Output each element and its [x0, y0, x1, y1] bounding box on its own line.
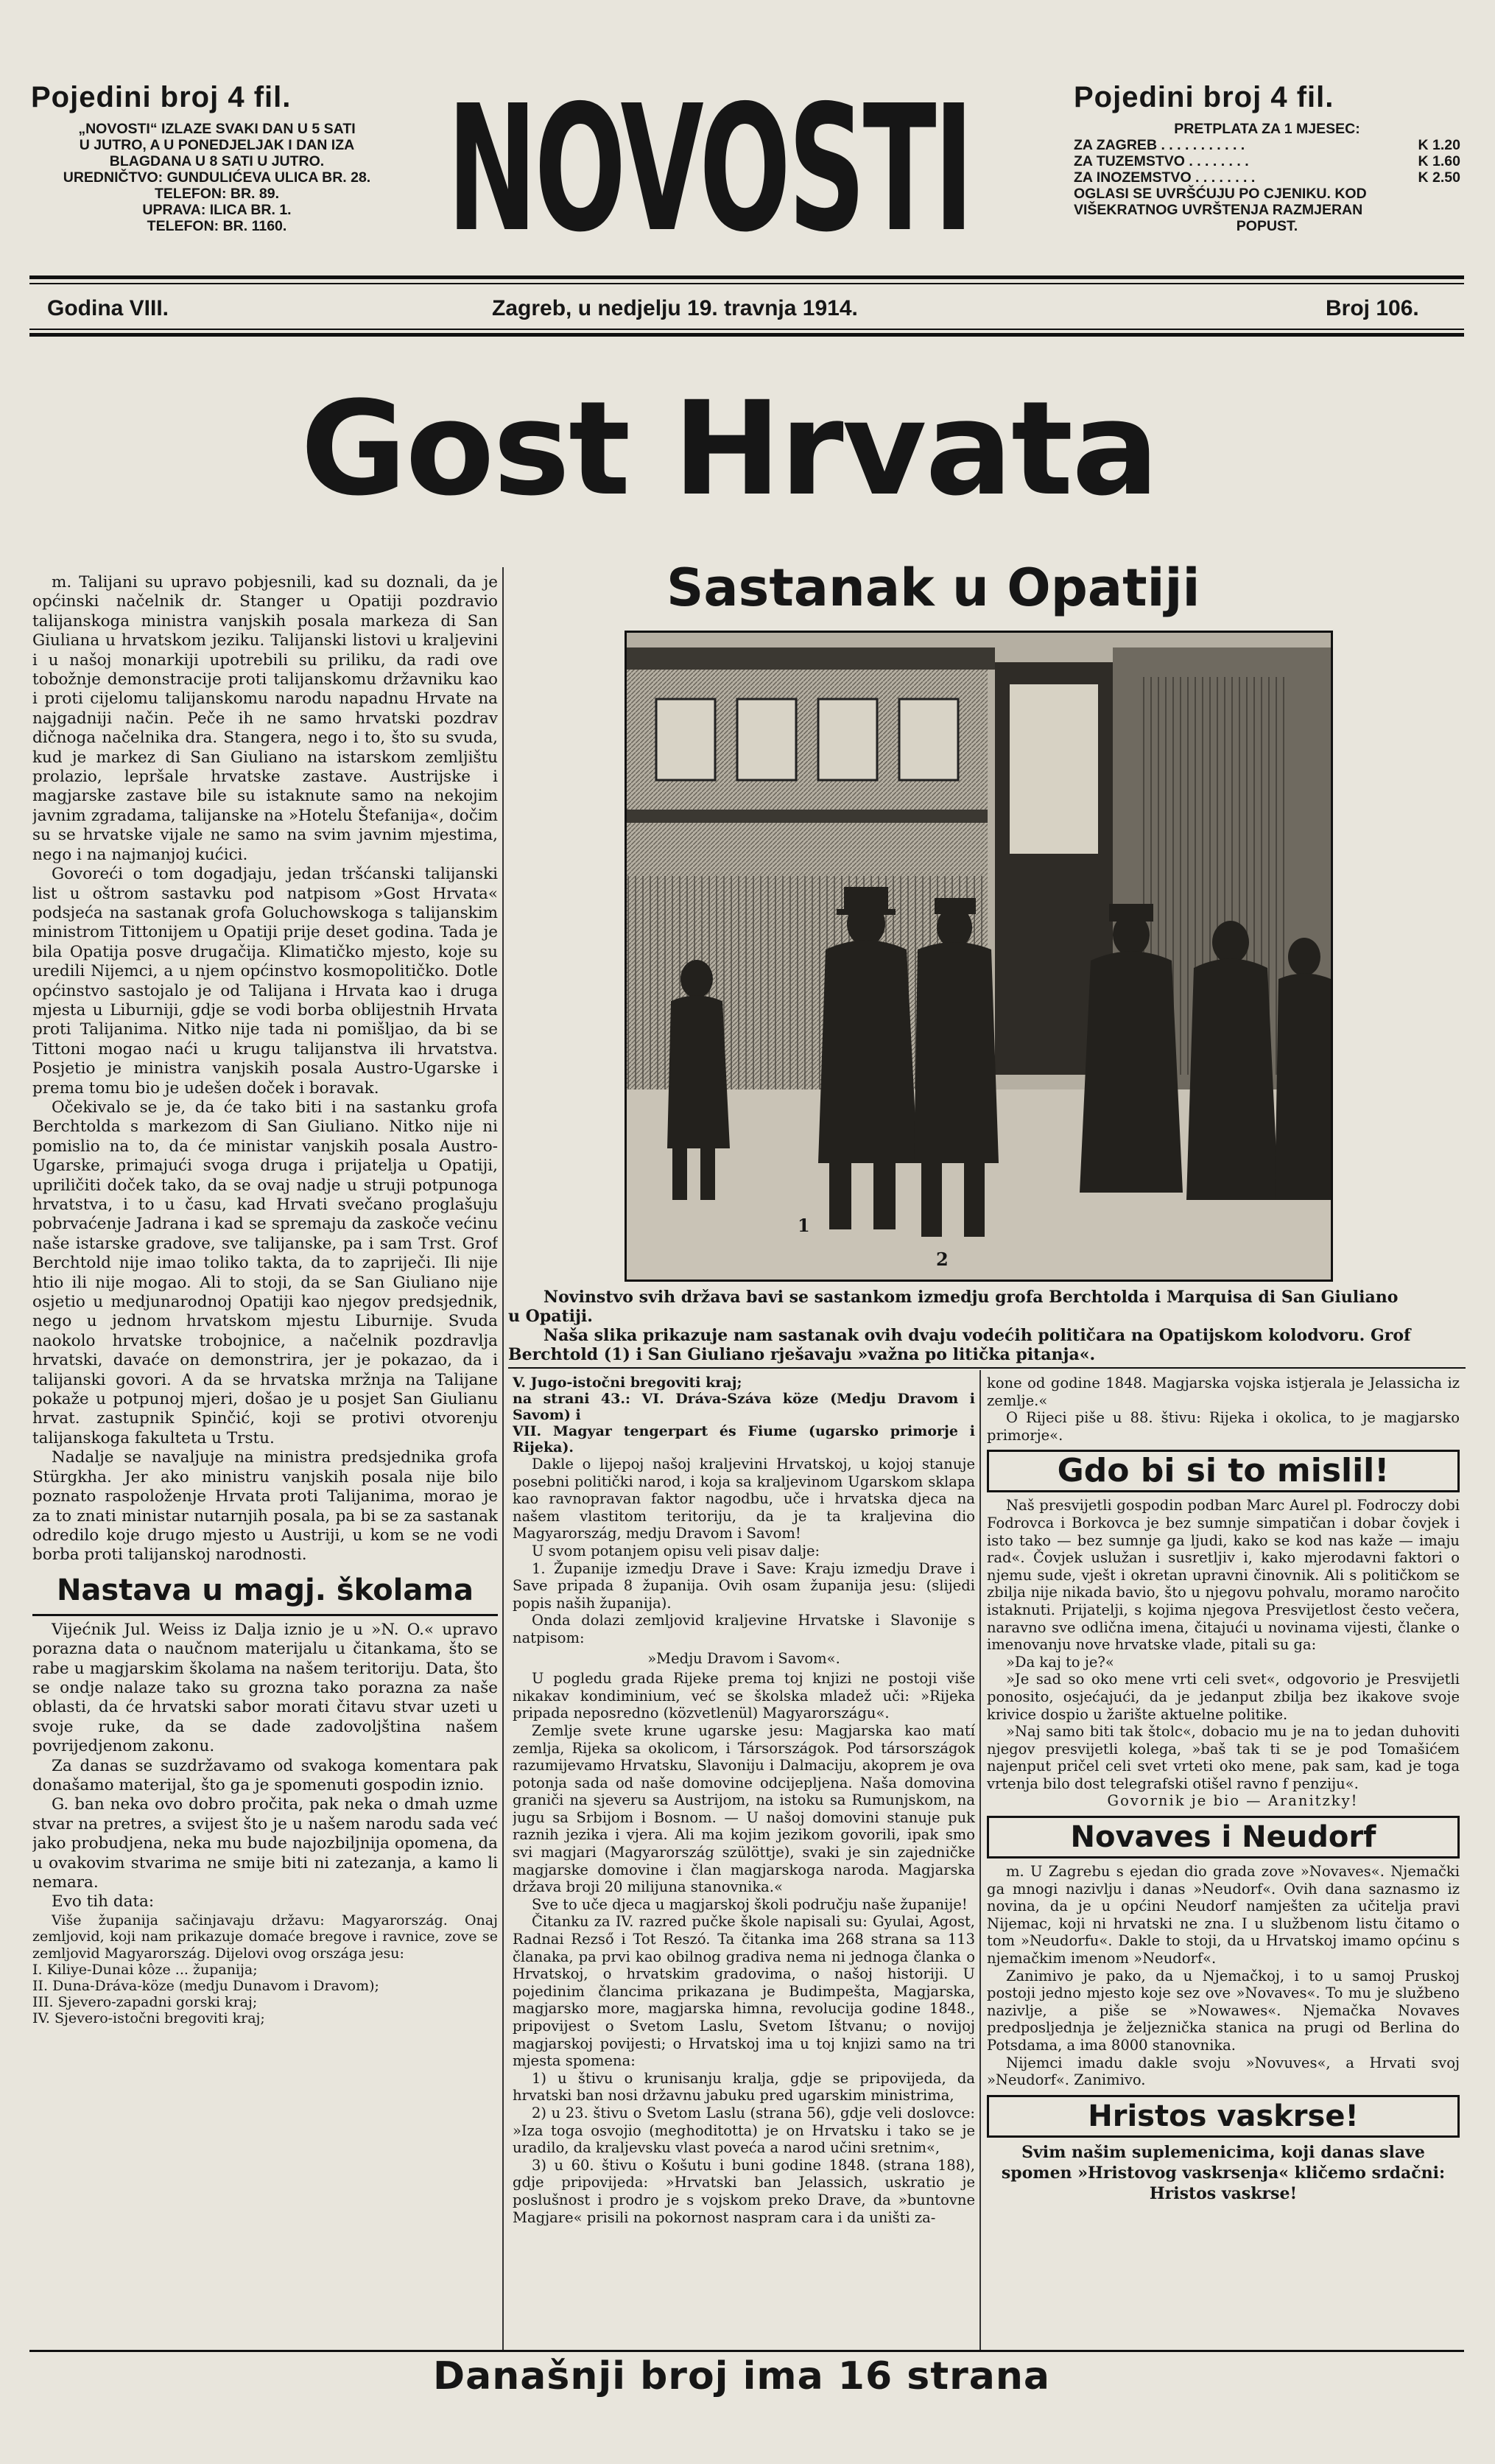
column-1 [32, 573, 498, 2348]
rate-row [1074, 153, 1460, 169]
header-left-info [31, 121, 403, 234]
column-separator [979, 1370, 981, 2350]
article-paragraph: Onda dolazi zemljovid kraljevine Hrvatske i Slavonije s natpisom: [513, 1612, 975, 1646]
photo-headline: Sastanak u Opatiji [666, 558, 1200, 618]
header-right-price: Pojedini broj 4 fil. [1074, 81, 1334, 113]
article-paragraph: Govoreći o tom dogadjaju, jedan tršćanski talijanski list u oštrom sastavku pod natpisom »Gost Hrvata« podsjeća na sastanak grofa Goluchowskoga s talijanskim ministrom Tittonijem u Opatiji prije deset godina. Tada je bila Opatija posve drugačija. Klimatičko mjesto, koje su uredili Nijemci, a u njem općinstvo kosmopolitičko. Dotle općinstvo sastojalo je od Talijana i Hrvata kao i druga mjesta u Liburniji, gdje se vodi borba oblijestnih Hrvata proti Talijanima. Nitko nije tada ni pomišljao, da bi se Tittoni mogao naći u krugu talijanstva ili hrvatstva. Posjetio je ministra vanjskih posala Austro-Ugarske i prema tomu bio je udešen doček i boravak. [32, 865, 498, 1098]
article-paragraph: m. U Zagrebu s ejedan dio grada zove »Novaves«. Njemački ga mnogi nazivlju i danas »Neudorf«. Ovih dana saznasmo iz novina, da je u općini Neudorf namješten za učitelja pravi Nijemac, koji ni hrvatski ne zna. I u službenom listu čitamo o tom »Neudorfu«. Dakle to stoji, da u Hrvatskoj imamo općinu s njemačkim imenom »Neudorf«. [987, 1863, 1460, 1968]
caption-line: Berchtold (1) i San Giuliano rješavaju »važna po litička pitanja«. [508, 1345, 1096, 1364]
ads-line: VIŠEKRATNOG UVRŠTENJA RAZMJERAN [1074, 202, 1363, 218]
article-signoff: Govornik je bio — Aranitzky! [1107, 1792, 1359, 1810]
header-left-box [31, 81, 403, 234]
caption-line: Naša slika prikazuje nam sastanak ovih dvaju vodećih političara na Opatijskom kolodvoru. Grof [544, 1326, 1411, 1345]
rate-value: K 1.60 [1418, 153, 1460, 169]
photo-label-1: 1 [798, 1215, 810, 1236]
article-paragraph: Naš presvijetli gospodin podban Marc Aurel pl. Fodroczy dobi Fodrovca i Borkovca je bez sumnje simpatičan i dobar čovjek i isto tako — bez sumnje ga ljudi, kako se kod nas kaže — imaju rad«. Čovjek uslužan i susretljiv i, kako mjerodavni faktori o njemu sude, vješt i okretan upravni činovnik. Ali s političkom se zbilja nije nikada bavio, što u njegovu pohvalu, moramo naročito istaknuti. Prijatelji, s kojima njegova Presvijetlost često večera, naravno sve odlična imena, čitajući u novinama vijesti, članke o imenovanju nove hrvatske vlade, pitali su ga: [987, 1497, 1460, 1654]
column-3 [987, 1375, 1460, 2348]
article-paragraph: U pogledu grada Rijeke prema toj knjizi ne postoji više nikakav kondiminium, već se školska mladež uči: »Rijeka pripada neposredno (közvetlenül) Magyarországu«. [513, 1670, 975, 1722]
article-paragraph: Za danas se suzdržavamo od svakoga komentara pak donašamo materijal, što ga je spomenuti gospodin iznio. [32, 1756, 498, 1794]
header-rule-top [29, 275, 1464, 279]
article-quote: »Medju Dravom i Savom«. [647, 1649, 840, 1667]
greeting-line: Svim našim suplemenicima, koji danas slave [1021, 2142, 1425, 2162]
header-left-line: UPRAVA: ILICA BR. 1. [142, 202, 292, 218]
section-heading-novaves: Novaves i Neudorf [987, 1816, 1460, 1858]
article-paragraph: Evo tih data: [52, 1892, 155, 1912]
subscription-title: PRETPLATA ZA 1 MJESEC: [1174, 121, 1360, 137]
list-item: IV. Sjevero-istočni bregoviti kraj; [32, 2010, 265, 2027]
header-left-line: TELEFON: BR. 89. [154, 186, 280, 202]
footer-rule [29, 2350, 1464, 2352]
photo-opatija-meeting [625, 631, 1333, 1282]
rate-label: ZA TUZEMSTVO . . . . . . . . [1074, 153, 1249, 169]
footer-pages-note: Današnji broj ima 16 strana [433, 2354, 1050, 2398]
caption-line: u Opatiji. [508, 1307, 593, 1326]
article-paragraph: Vijećnik Jul. Weiss iz Dalja iznio je u »N. O.« upravo porazna data o naučnom materijalu u čitankama, što se rabe u magjarskim školama na našem teritoriju. Data, što se ondje nalaze tako su grozna tako porazna za naše oblasti, da će hrvatski sabor morati čitavu stvar uzeti u svoje ruke, da se dade zadovoljština našem povrijedjenom zakonu. [32, 1620, 498, 1756]
dateline-issue: Broj 106. [1326, 296, 1419, 320]
article-paragraph: Čitanku za IV. razred pučke škole napisali su: Gyulai, Agost, Radnai Rezső i Tot Reszó. Ta čitanka ima 268 strana sa 113 članaka, pa prvi kao obilnog gradiva nema ni jednoga članka o Hrvatskoj, o hrvatskim gradovima, o našoj historiji. U pojedinim člancima prikazana je Budimpešta, Magjarska, magjarsko more, magjarska himna, revolucija godine 1848., pripovijest o Svetom Laslu, Svetom Ištvanu; o novijoj magjarskoj povijesti; o Hrvatskoj ima u toj knjizi samo na tri mjesta spomena: [513, 1913, 975, 2070]
photo-illustration [627, 633, 1331, 1280]
ads-line: OGLASI SE UVRŠĆUJU PO CJENIKU. KOD [1074, 186, 1367, 202]
article-paragraph: m. Talijani su upravo pobjesnili, kad su doznali, da je općinski načelnik dr. Stanger u Opatiji pozdravio talijanskoga ministra vanjskih posala markeza di San Giuliana u hrvatskom jeziku. Talijanski listovi u kraljevini i u našoj monarkiji upotrebili su priliku, da radi ove tobožnje demonstracije proti talijanskomu državniku kao i proti cijelomu talijanskomu narodu napadnu Hrvate na najgadniji način. Peče ih ne samo hrvatski pozdrav dičnoga načelnika dra. Stangera, nego i to, što su svuda, kud je markez di San Giuliano na istarskom zemljištu prolazio, lepršale hrvatske zastave. Austrijske i magjarske zastave bile su istaknute samo na nekojim javnim zgradama, talijanske na »Hotelu Štefanija«, dočim su se hrvatske vijale ne samo na svim javnim mjestima, nego i na najmanjoj kućici. [32, 573, 498, 864]
header-right-box [1074, 81, 1460, 234]
rate-label: ZA ZAGREB . . . . . . . . . . . [1074, 137, 1245, 153]
article-paragraph: Nadalje se navaljuje na ministra predsjednika grofa Stürgkha. Jer ako ministru vanjskih posala nije bilo poznato raspoloženje Hrvata proti Talijanima, morao je za to znati ministar nutarnjih posala, pa bi se za sastanak odredilo koje drugo mjesto u Austriji, u kom se ne vodi borba proti talijanskoj narodnosti. [32, 1448, 498, 1565]
section-underline [32, 1614, 498, 1616]
caption-line: Novinstvo svih država bavi se sastankom izmedju grofa Berchtolda i Marquisa di San Giuliano [544, 1288, 1399, 1307]
list-item: II. Duna-Dráva-köze (medju Dunavom i Dravom); [32, 1978, 379, 1995]
section-heading-gdo: Gdo bi si to mislil! [987, 1450, 1460, 1492]
article-paragraph: kone od godine 1848. Magjarska vojska istjerala je Jelassicha iz zemlje.« [987, 1375, 1460, 1409]
header-left-line: BLAGDANA U 8 SATI U JUTRO. [109, 153, 325, 169]
article-paragraph: 3) u 60. štivu o Košutu i buni godine 1848. (strana 188), gdje pripovijeda: »Hrvatski ban Jelassich, uskratio je poslušnost i prodro je s vojskom preko Drave, da »buntovne Magjare« prisili na pokornost naspram cara i da uništi za- [513, 2156, 975, 2226]
rate-value: K 1.20 [1418, 137, 1460, 153]
article-paragraph: Dakle o lijepoj našoj kraljevini Hrvatskoj, u kojoj stanuje posebni politički narod, i koja sa kraljevinom Ugarskom sklapa kao ravnopravan faktor nagodbu, uče i hrvatska djeca na našem vlastitom teritoriju, da je ta kraljevina dio Magyarország, medju Dravom i Savom! [513, 1456, 975, 1542]
article-paragraph: 1. Županije izmedju Drave i Save: Kraju izmedju Drave i Save pripada 8 županija. Ovih osam županija jesu: (slijedi popis naših županija). [513, 1559, 975, 1612]
list-item: I. Kiliye-Dunai kôze ... županija; [32, 1962, 258, 1979]
column-separator [502, 567, 504, 2350]
list-item: III. Sjevero-zapadni gorski kraj; [32, 1994, 258, 2011]
column-2 [513, 1375, 975, 2348]
photo-label-2: 2 [936, 1249, 949, 1270]
easter-greeting [987, 2142, 1460, 2204]
article-paragraph: 2) u 23. štivu o Svetom Laslu (strana 56), gdje veli doslovce: »Iza toga osvojio (meghoditotta) je on Hrvatsku i tako se je uradilo, da kraljevsku vlast poveća a narod učini sretnim«, [513, 2104, 975, 2157]
article-paragraph: Zemlje svete krune ugarske jesu: Magjarska kao matí zemlja, Rijeka sa okolicom, i Társországok. Pod társországok razumijevamo Hrvatsku, Slavoniju i Dalmaciju, akoprem je ova potonja sada od naše domovine odcijepljena. Naša domovina graniči na sjeveru sa Austrijom, na istoku sa Rumunjskom, na jugu sa Srbijom i Bosnom. — U našoj domovini stanuje puk raznih jezika i vjera. Ali ma kojim jezikom govorili, ipak smo svi magjari (Magyarország szülöttje), svaki je sin zajedničke magjarske domovine i član magjarskoga naroda. Magjarska država broji 20 milijuna stanovnika.« [513, 1721, 975, 1896]
header-left-price: Pojedini broj 4 fil. [31, 81, 292, 113]
header-left-line: U JUTRO, A U PONEDJELJAK I DAN IZA [79, 137, 355, 153]
article-paragraph: Očekivalo se je, da će tako biti i na sastanku grofa Berchtolda s markezom di San Giuliano. Nitko nije ni pomislio na to, da će ministar vanjskih posala Austro-Ugarske, primajući svoga druga i prijatelja u Opatiji, upriličiti doček tako, da se ovaj nadje u struji potpunoga hrvatstva, i to u času, kad Hrvati svečano proglašuju pobrvaćenje Jadrana i kad se spremaju da zaskoče većinu naše istarske gradove, sve talijanske, pa i sam Trst. Grof Berchtold nije imao toliko takta, da to zapriječi. Ili nije htio ili nije mogao. Ali to stoji, da se San Giuliano nije osjetio u medjunarodnoj Opatiji kao njegov predsjednik, nego u jednom hrvatskom mjestu Liburnije. Svuda naokolo hrvatske trobojnice, a načelnik pozdravlja hrvatski, davaće on demonstrira, jer je pokazao, da i talijanski govori. A da se hrvatska mržnja na Talijane pokaže u potpunoj mjeri, došao je u posjet San Giulianu hrvat. zastupnik Spinčić, koji se protivi otvorenju talijanskoga fakulteta u Trstu. [32, 1098, 498, 1447]
rate-value: K 2.50 [1418, 169, 1460, 186]
header-rule-top-thin [29, 283, 1464, 284]
article-paragraph: »Da kaj to je?« [1006, 1653, 1114, 1671]
region-list [32, 1962, 498, 2026]
article-paragraph: G. ban neka ovo dobro pročita, pak neka o dmah uzme stvar na pretres, a svijest što je u našem narodu sada već jako probudjena, neka mu bude najozbiljnija opomena, da u ovakovim stvarima ne smije biti ni zatezanja, a kamo li nemara. [32, 1795, 498, 1892]
header-rule-bottom [29, 333, 1464, 337]
greeting-line: spomen »Hristovog vaskrsenja« kličemo srdačni: [1001, 2163, 1446, 2183]
dateline-date: Zagreb, u nedjelju 19. travnja 1914. [492, 296, 858, 320]
rate-row [1074, 169, 1460, 186]
article-paragraph: 1) u štivu o krunisanju kralja, gdje se pripovijeda, da hrvatski ban nosi državnu jabuku pred ugarskim ministrima, [513, 2069, 975, 2105]
small-print: Više županija sačinjavaju državu: Magyarország. Onaj zemljovid, koji nam prikazuje domaće bregove i ravnice, zove se zemljovid Magyarország. Dijelovi ovog országa jesu: [32, 1912, 498, 1962]
article-paragraph: O Rijeci piše u 88. štivu: Rijeka i okolica, to je magjarsko primorje«. [987, 1409, 1460, 1444]
main-headline: Gost Hrvata [300, 373, 1158, 524]
header-left-line: UREDNIČTVO: GUNDULIĆEVA ULICA BR. 28. [63, 169, 371, 186]
list-item: na strani 43.: VI. Dráva-Száva köze (Medju Dravom i Savom) i [513, 1391, 975, 1423]
dateline-year: Godina VIII. [47, 296, 169, 320]
article-paragraph: »Naj samo biti tak štolc«, dobacio mu je na to jedan duhoviti njegov presvijetli kolega, »baš tak ti se je pod Tomašićem najenput pričel celi svet vrteti oko mene, pak sam, kad je toga vrtenja bilo dost telegrafski otišel ravno f penziju«. [987, 1723, 1460, 1792]
article-paragraph: »Je sad so oko mene vrti celi svet«, odgovorio je Presvijetli ponosito, osjećajući, da je jedanput zbilja bez ikakove svoje krivice dospio u žarište aktuelne politike. [987, 1671, 1460, 1723]
header-rule-bottom-thin [29, 329, 1464, 330]
article-paragraph: Zanimivo je pako, da u Njemačkoj, i to u samoj Pruskoj postoji jedno mjesto koje sez ove »Novaves«. To mu je službeno nazivlje, a piše se »Nowawes«. Njemačka Novaves predposljednja je željeznička stanica na prugi od Berlina do Potsdama, a ima 8000 stanovnika. [987, 1967, 1460, 2054]
article-paragraph: U svom potanjem opisu veli pisav dalje: [532, 1542, 820, 1559]
section-heading-schools: Nastava u magj. školama [56, 1573, 474, 1607]
article-paragraph: Sve to uče djeca u magjarskoj školi području naše županije! [532, 1895, 968, 1913]
rate-row [1074, 137, 1460, 153]
caption-rule [508, 1367, 1466, 1369]
section-heading-hristos: Hristos vaskrse! [987, 2095, 1460, 2138]
photo-caption [508, 1288, 1451, 1364]
rate-label: ZA INOZEMSTVO . . . . . . . . [1074, 169, 1256, 186]
list-item: V. Jugo-istočni bregoviti kraj; [513, 1375, 742, 1391]
region-list-cont [513, 1375, 975, 1456]
ads-line: POPUST. [1236, 218, 1298, 234]
header-left-line: „NOVOSTI“ IZLAZE SVAKI DAN U 5 SATI [78, 121, 356, 137]
article-paragraph: Nijemci imadu dakle svoju »Novuves«, a Hrvati svoj »Neudorf«. Zanimivo. [987, 2054, 1460, 2089]
list-item: VII. Magyar tengerpart és Fiume (ugarsko primorje i Rijeka). [513, 1423, 975, 1456]
masthead-title: NOVOSTI [447, 68, 971, 270]
header-left-line: TELEFON: BR. 1160. [147, 218, 287, 234]
greeting-line: Hristos vaskrse! [1149, 2183, 1298, 2203]
